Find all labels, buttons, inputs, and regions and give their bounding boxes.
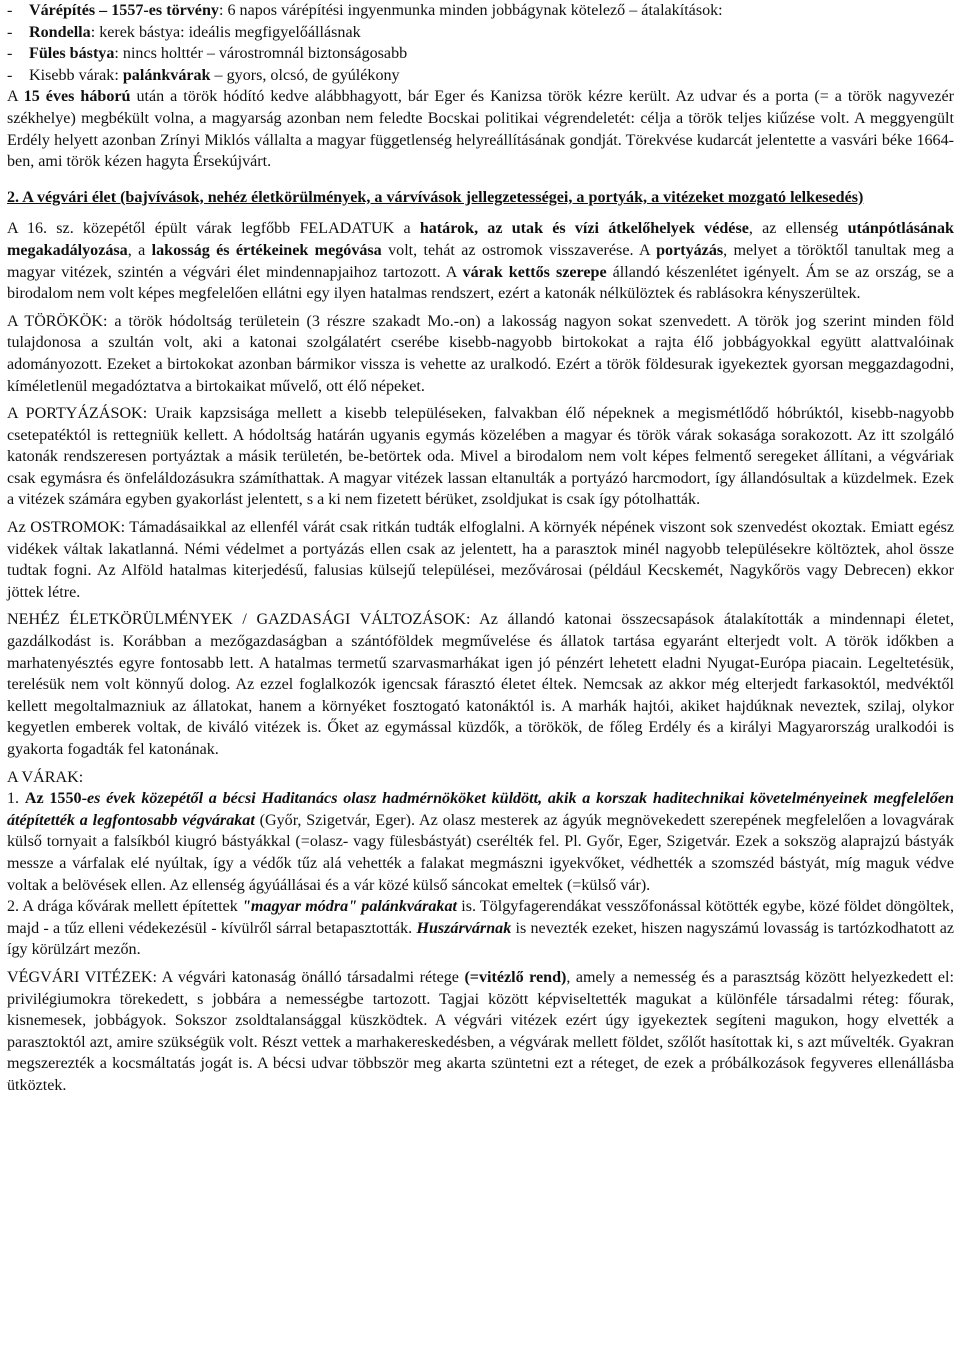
paragraph-text: : a török hódoltság területein (3 részre szakadt Mo.-on) a lakosság nagyon sokat szenvedett. A török jog szerint minden föld tulajdonosa a szultán volt, aki a katonai szolgálatért cserébe kisebb-nagyobb birtokokat a rajta élő jobbágyokkal együtt alattvalóinak adományozott. Ezeket a birtokokat azonban bármikor vissza is vehette az uralkodó. Ezért a török földesurak igyekeztek gyorsan meggazdagodni, kíméletlenül megadóztatva a birtokaikat művelő, ott élő népeket.	[7, 312, 954, 395]
dash-marker: -	[7, 66, 13, 84]
varak-heading: A VÁRAK:	[7, 768, 84, 786]
paragraph-text: Az állandó katonai összecsapások átalakították a mindennapi életet, gazdálkodást is. Korábban a mezőgazdaságban a szántóföldek megművelése és állatok tartása egyaránt elterjedt volt. A török időkben a marhatenyésztés egyre fontosabb lett. A hatalmas termetű szarvasmarhákat igen jó pénzért lehetett eladni Nyugat-Európa piacain. Legeltetésük, terelésük nem volt könnyű dolog. Az ezzel foglalkozók igencsak fárasztó életet éltek. Nemcsak az akkor még elterjedt farkasoktól, medvéktől kellett megoltalmazniuk az állatokat, hanem a környéket fosztogató katonáktól is. A marhák hajtói, akiket hajdúknak neveztek, szilaj, olykor kegyetlen emberek voltak, de kiváló vitézek is. Őket az egymással küzdők, a törökök, de főleg Erdély és a királyi Magyarország uralkodói is gyakorta fogadták fel katonának.	[7, 611, 955, 758]
item-bold-italic: es évek közepétől a bécsi Haditanács olasz hadmérnököket küldött, akik a korszak haditechnikai követelményeinek megfelelően átépítették a legfontosabb végvárakat	[7, 790, 954, 829]
s2-text: A 16. sz. közepétől épült várak legfőbb FELADATUK a	[7, 220, 420, 238]
s2-bold: lakosság és értékeinek megóvása	[151, 241, 382, 259]
paragraph-text: , amely a nemesség és a parasztság között helyezkedett el: privilégiumokra törekedett, s jobbára a nemességbe tartozott. Tagjai között képviseltették magukat a különféle társadalmi réteg: főurak, kisnemesek, jobbágyok. Sokszor zsoldtalansággal küszködtek. A végvári vitézek ezért úgy igyekeztek segíteni magukon, hogy elvették a parasztoktól azt, amire szükségük volt. Részt vettek a marhakereskedésben, a végvárak mellett földet, szőlőt hasítottak ki, s azt művelték. Gyakran megszerezték a kocsmáltatás jogát is. A bécsi udvar többször meg akarta szüntetni ezt a réteget, de ezek a próbálkozások fegyveres ellenállásba ütköztek.	[7, 968, 955, 1094]
bullet-label: Várépítés – 1557-es törvény	[29, 2, 219, 19]
bullet-text: : kerek bástya: ideális megfigyelőállásnak	[90, 23, 361, 41]
s2-text: , a	[127, 241, 152, 259]
item-text: is. Tölgyfagerendákat vesszőfonással kötötték egybe, közé földet döngöltek, majd - a tűz elleni védekezésül - kívülről sárral betapasztották.	[7, 898, 954, 937]
s2-text: volt, tehát az ostromok visszaverése. A	[381, 241, 657, 259]
document-body	[7, 0, 954, 1097]
bullet-text: : nincs holttér – várostromnál biztonságosabb	[114, 45, 408, 63]
section2-paragraph	[7, 218, 954, 304]
intro-bold: 15 éves háború	[23, 88, 131, 106]
paragraph-label: Az OSTROMOK	[7, 519, 121, 537]
paragraph-bold: (=vitézlő rend)	[464, 968, 567, 986]
ostromok-paragraph	[7, 517, 954, 603]
item-bold-italic: Huszárvárnak	[416, 919, 512, 937]
list-item	[7, 65, 954, 87]
nehez-paragraph	[7, 609, 954, 760]
list-item	[7, 43, 954, 65]
dash-marker: -	[7, 23, 13, 41]
item-text: (Győr, Szigetvár, Eger). Az olasz mesterek az ágyúk megnövekedett szerepének megfelelően a lovagvárak külső tornyait a falsíkból kiugró bástyákkal (=olasz- vagy fülesbástyát) cserélték fel. Pl. Győr, Eger, Szigetvár. Ezek a sokszög alaprajzú bástyák messze a várfalak elé nyúltak, így a védők tűz alá vehették a falakat megmászni igyekvőket, védhették a szomszéd bástyát, míg maguk védve voltak a belövések ellen. Az ellenség ágyúállásai és a vár közé külső sáncokat emeltek (=külső vár).	[7, 811, 954, 894]
bullet-text: : 6 napos várépítési ingyenmunka minden jobbágynak kötelező – átalakítások:	[218, 2, 723, 19]
bullet-prefix: Kisebb várak:	[29, 66, 123, 84]
paragraph-text: : Uraik kapzsisága mellett a kisebb településeken, falvakban élő népeknek a megismétlődő hóbrúktól, kisebb-nagyobb csetepatéktól is rettegniük kellett. A hódoltság határán ugyanis egymás közelében a magyar és török várak sokasága sorakozott. Az itt szolgáló katonák rendszeresen portyáztak a másik területén, be-betörtek oda. Mivel a birodalom nem volt képes felmentő seregeket állítani, a végváriak csak egymásra és önfeláldozásukra számíthattak. A magyar vitézek lassan eltanulták a portyázó harcmodort, így állandósultak a küzdelmek. Ezek a vitézek számára egyben gyakorlást jelentett, s a ki nem fizetett bérüket, zsoldjukat is csak így pótolhatták.	[7, 405, 954, 509]
intro-text-a: A	[7, 88, 24, 106]
s2-text: , melyet a töröktől tanultak meg a magyar vitézek, szintén a végvári élet mindennapjaihoz tartozott. A	[7, 241, 954, 281]
bullet-label: Füles bástya	[29, 45, 115, 63]
s2-bold: portyázás	[656, 241, 724, 259]
bullet-label: Rondella	[29, 23, 91, 41]
s2-bold: várak kettős szerepe	[462, 263, 607, 281]
section-heading: 2. A végvári élet (bajvívások, nehéz életkörülmények, a várvívások jellegzetességei, a portyák, a vitézeket mozgató lelkesedés)	[7, 188, 864, 206]
torokok-paragraph	[7, 311, 954, 397]
vitezek-paragraph	[7, 967, 954, 1097]
dash-marker: -	[7, 2, 13, 19]
bullet-bold: palánkvárak	[122, 66, 211, 84]
varak-item-1	[7, 788, 954, 896]
paragraph-label: A TÖRÖKÖK	[7, 312, 104, 330]
list-item	[7, 0, 954, 22]
dash-marker: -	[7, 45, 13, 63]
paragraph-label: A PORTYÁZÁSOK	[7, 405, 143, 423]
item-bold-italic: "magyar módra" palánkvárakat	[241, 898, 457, 916]
s2-bold: utánpótlásának megakadályozása	[7, 220, 955, 259]
s2-text: , az ellenség	[748, 220, 848, 238]
item-text: 2. A drága kővárak mellett építettek	[7, 898, 242, 916]
s2-bold: határok, az utak és vízi átkelőhelyek védése	[419, 220, 749, 238]
paragraph-label: NEHÉZ ÉLETKÖRÜLMÉNYEK / GAZDASÁGI VÁLTOZÁSOK:	[7, 611, 471, 629]
s2-text: állandó készenlétet igényelt. Ám se az ország, se a birodalom nem volt képes megfelelően ellátni egy ilyen hatalmas rendszert, ezért a katonák nélkülöztek és rablásokra kényszerültek.	[7, 263, 954, 303]
paragraph-text: : Támadásaikkal az ellenfél várát csak ritkán tudták elfoglalni. A környék népének viszont sok szenvedést okoztak. Emiatt egész vidékek váltak lakatlanná. Némi védelmet a portyázás ellen csak az jelentett, ha a parasztok minél nagyobb településekre költöztek, ahol össze tudtak fogni. Az Alföld hatalmas kiterjedésű, falusias külsejű települései, mezővárosai (például Kecskemét, Nagykőrös vagy Debrecen) ekkor jöttek létre.	[7, 519, 954, 601]
portyazasok-paragraph	[7, 403, 954, 511]
item-text: is nevezték ezeket, hiszen nagyszámú lovasság is tartózkodhatott az így körülzárt mezőn.	[7, 919, 954, 959]
paragraph-label: VÉGVÁRI VITÉZEK	[7, 968, 153, 986]
paragraph-text: : A végvári katonaság önálló társadalmi rétege	[152, 968, 465, 986]
varak-item-2	[7, 896, 954, 961]
item-bold: Az 1550-	[24, 790, 87, 808]
item-number: 1.	[7, 790, 25, 808]
list-item	[7, 22, 954, 44]
bullet-text: – gyors, olcsó, de gyúlékony	[210, 66, 400, 84]
intro-paragraph	[7, 86, 954, 172]
intro-text-c: után a török hódító kedve alábbhagyott, bár Eger és Kanizsa török kézre került. Az udvar és a porta (= a török nagyvezér székhelye) megbékült volna, a magyarság azonban nem feledte Bocskai politikai végrendeletét: célja a török teljes kiűzése volt. A meggyengült Erdély helyett azonban Zrínyi Miklós vállalta a magyar függetlenség helyreállításának gondját. Törekvése kudarcát jelentette a vasvári béke 1664-ben, ami török kézen hagyta Érsekújvárt.	[7, 88, 954, 171]
